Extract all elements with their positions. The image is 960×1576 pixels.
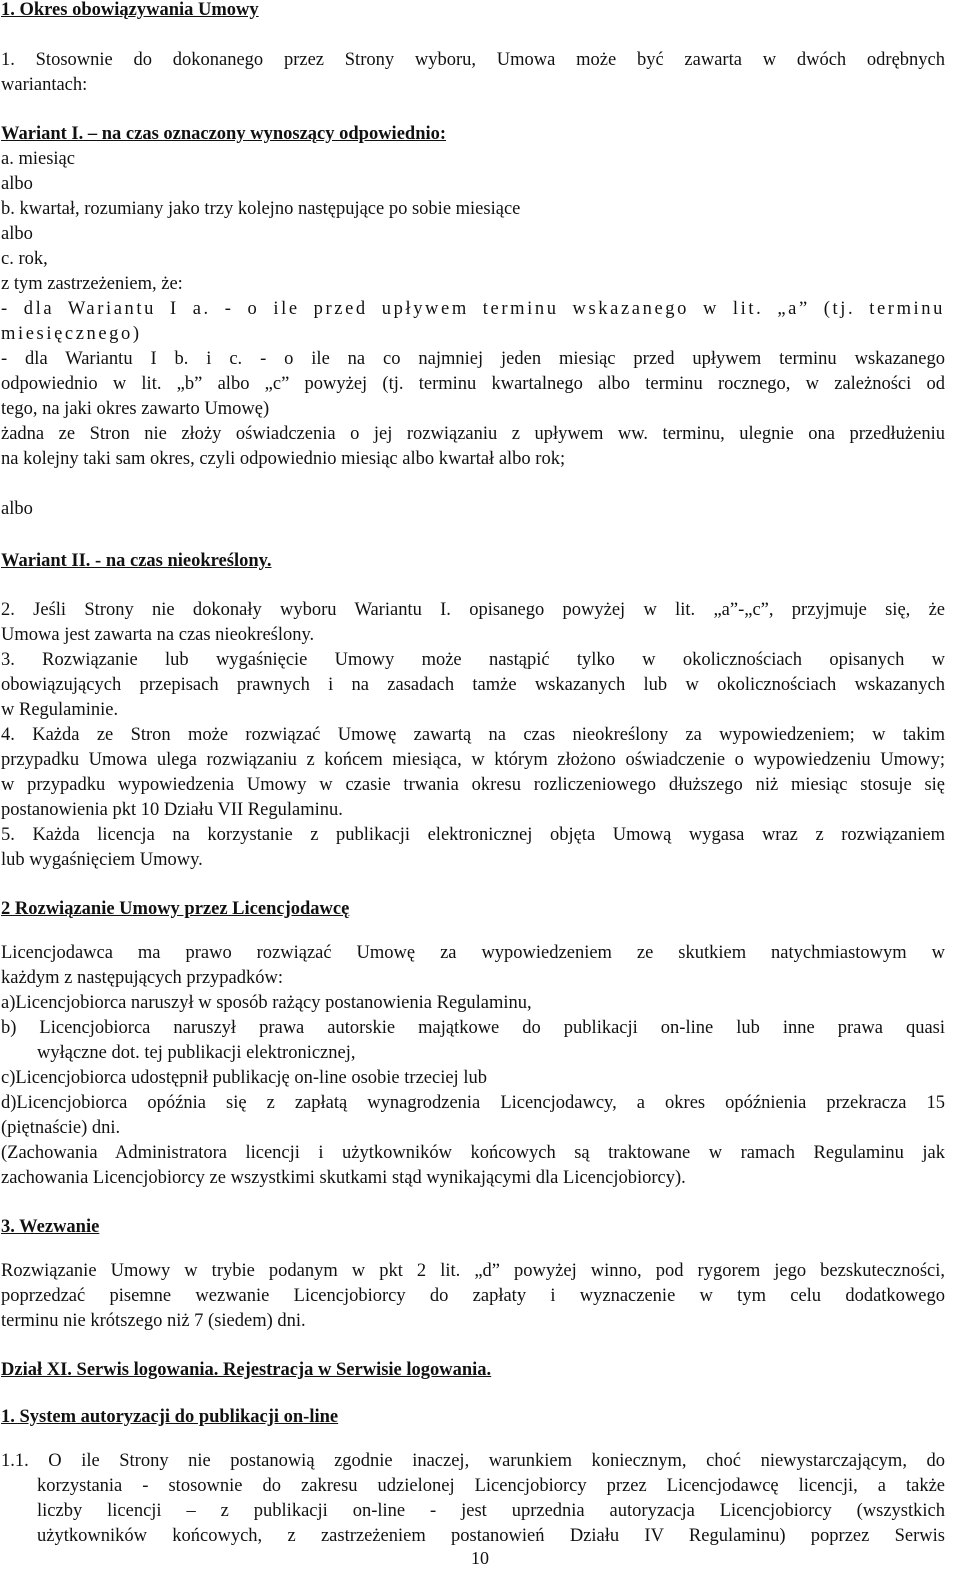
paragraph-line: albo [1,174,33,194]
paragraph-line: c. rok, [1,249,48,269]
section-heading: 1. System autoryzacji do publikacji on-line [1,1407,339,1427]
paragraph-line: na kolejny taki sam okres, czyli odpowiednio miesiąc albo kwartał albo rok; [1,449,566,469]
paragraph-line: (Zachowania Administratora licencji i użytkowników końcowych są traktowane w ramach Regulaminu jak [1,1143,945,1163]
paragraph-line: tego, na jaki okres zawarto Umowę) [1,399,270,419]
paragraph-line: terminu nie krótszego niż 7 (siedem) dni. [1,1311,306,1331]
paragraph-line: postanowienia pkt 10 Działu VII Regulaminu. [1,800,343,820]
paragraph-line: Umowa jest zawarta na czas nieokreślony. [1,625,315,645]
paragraph-line: odpowiednio w lit. „b” albo „c” powyżej (tj. terminu kwartalnego albo terminu rocznego, w zależności od [1,374,945,394]
paragraph-line: a)Licencjobiorca naruszył w sposób rażący postanowienia Regulaminu, [1,993,532,1013]
section-heading: 1. Okres obowiązywania Umowy [1,0,259,20]
paragraph-line: 1. Stosownie do dokonanego przez Strony wyboru, Umowa może być zawarta w dwóch odrębnych [1,50,945,70]
paragraph-line: w Regulaminie. [1,700,119,720]
paragraph-line: 2. Jeśli Strony nie dokonały wyboru Wariantu I. opisanego powyżej w lit. „a”-„c”, przyjmuje się, że [1,600,945,620]
paragraph-line: w przypadku wypowiedzenia Umowy w czasie trwania okresu rozliczeniowego dłuższego niż miesiąc stosuje się [1,775,945,795]
paragraph-line: liczby licencji – z publikacji on-line - jest uprzednia autoryzacja Licencjobiorcy (wszystkich [37,1501,945,1521]
paragraph-line: 1.1. O ile Strony nie postanowią zgodnie inaczej, warunkiem koniecznym, choć niewystarczającym, do [1,1451,945,1471]
paragraph-line: Rozwiązanie Umowy w trybie podanym w pkt 2 lit. „d” powyżej winno, pod rygorem jego bezskuteczności, [1,1261,945,1281]
paragraph-line: 4. Każda ze Stron może rozwiązać Umowę zawartą na czas nieokreślony za wypowiedzeniem; w takim [1,725,945,745]
paragraph-line: Licencjodawca ma prawo rozwiązać Umowę za wypowiedzeniem ze skutkiem natychmiastowym w [1,943,945,963]
paragraph-line: obowiązujących przepisach prawnych i na zasadach tamże wskazanych lub w okolicznościach wskazanych [1,675,945,695]
paragraph-line: przypadku Umowa ulega rozwiązaniu z końcem miesiąca, w którym złożono oświadczenie o wypowiedzeniu Umowy; [1,750,945,770]
paragraph-line: 5. Każda licencja na korzystanie z publikacji elektronicznej objęta Umową wygasa wraz z rozwiązaniem [1,825,945,845]
paragraph-line: wyłączne dot. tej publikacji elektronicznej, [37,1043,356,1063]
paragraph-line: (piętnaście) dni. [1,1118,121,1138]
paragraph-line: - dla Wariantu I b. i c. - o ile na co najmniej jeden miesiąc przed upływem terminu wskazanego [1,349,945,369]
paragraph-line: lub wygaśnięciem Umowy. [1,850,203,870]
paragraph-line: albo [1,499,33,519]
paragraph-line: 3. Rozwiązanie lub wygaśnięcie Umowy może nastąpić tylko w okolicznościach opisanych w [1,650,945,670]
section-heading: 2 Rozwiązanie Umowy przez Licencjodawcę [1,899,350,919]
page-number: 10 [471,1548,489,1568]
paragraph-line: a. miesiąc [1,149,75,169]
paragraph-line: c)Licencjobiorca udostępnił publikację on-line osobie trzeciej lub [1,1068,487,1088]
paragraph-line: d)Licencjobiorca opóźnia się z zapłatą wynagrodzenia Licencjodawcy, a okres opóźnienia przekracza 15 [1,1093,945,1113]
paragraph-line: żadna ze Stron nie złoży oświadczenia o jej rozwiązaniu z upływem ww. terminu, ulegnie ona przedłużeniu [1,424,945,444]
paragraph-line: b. kwartał, rozumiany jako trzy kolejno następujące po sobie miesiące [1,199,521,219]
variant-heading: Wariant I. – na czas oznaczony wynoszący odpowiednio: [1,124,447,144]
paragraph-line: b) Licencjobiorca naruszył prawa autorskie majątkowe do publikacji on-line lub inne prawa quasi [1,1018,945,1038]
variant-heading: Wariant II. - na czas nieokreślony. [1,551,272,571]
paragraph-line: użytkowników końcowych, z zastrzeżeniem postanowień Działu IV Regulaminu) poprzez Serwis [37,1526,945,1546]
paragraph-line: z tym zastrzeżeniem, że: [1,274,183,294]
section-heading: 3. Wezwanie [1,1217,100,1237]
paragraph-line: - dla Wariantu I a. - o ile przed upływem terminu wskazanego w lit. „a” (tj. terminu [1,299,945,319]
paragraph-line: każdym z następujących przypadków: [1,968,284,988]
paragraph-line: korzystania - stosownie do zakresu udzielonej Licencjobiorcy przez Licencjodawcę licencji, a także [37,1476,945,1496]
paragraph-line: wariantach: [1,75,88,95]
chapter-heading: Dział XI. Serwis logowania. Rejestracja w Serwisie logowania. [1,1360,492,1380]
paragraph-line: poprzedzać pisemne wezwanie Licencjobiorcy do zapłaty i wyznaczenie w tym celu dodatkowego [1,1286,945,1306]
paragraph-line: albo [1,224,33,244]
paragraph-line: zachowania Licencjobiorcy ze wszystkimi skutkami stąd wynikającymi dla Licencjobiorcy). [1,1168,686,1188]
paragraph-line: miesięcznego) [1,324,142,344]
